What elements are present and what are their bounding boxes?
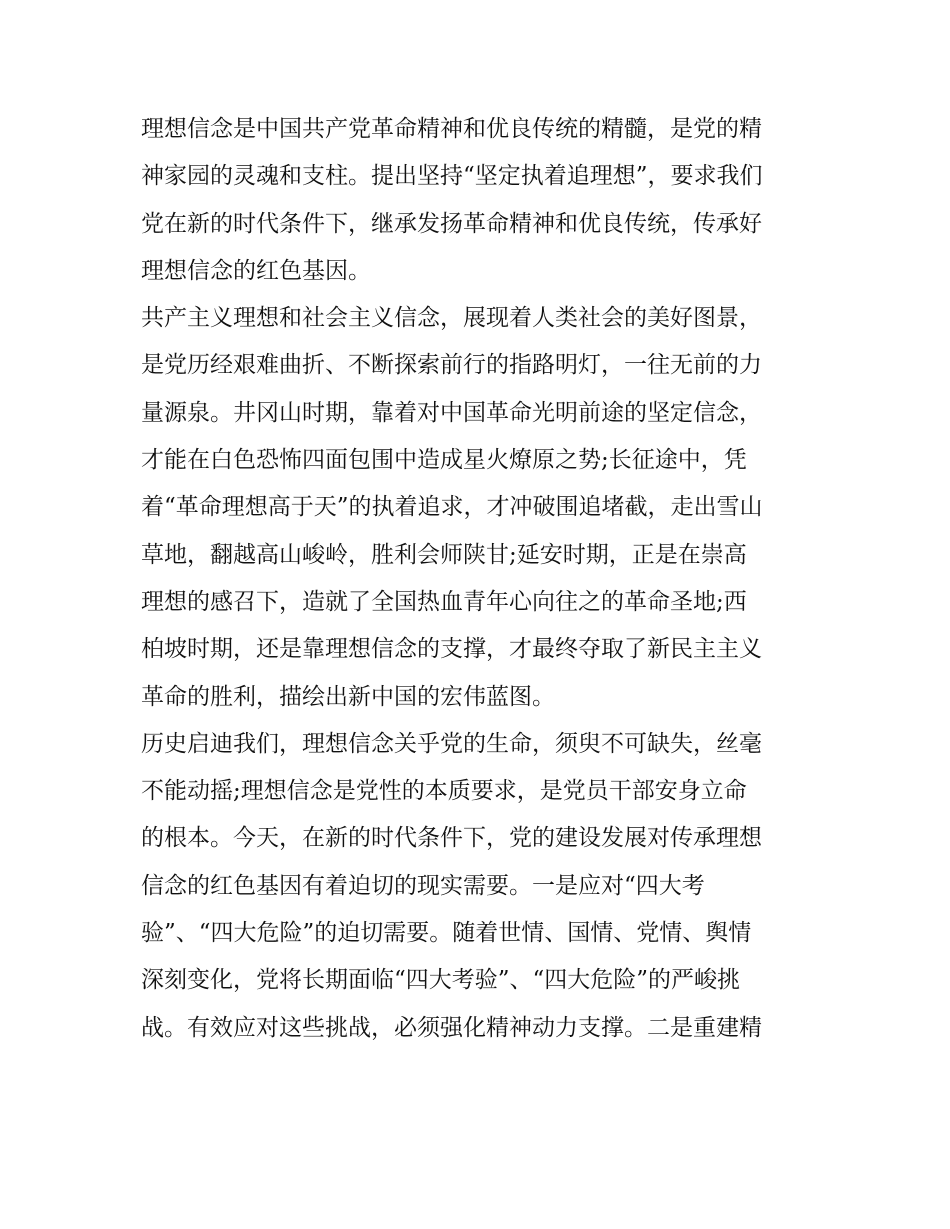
text-line: 战。有效应对这些挑战，必须强化精神动力支撑。二是重建精	[141, 1014, 762, 1041]
text-line: 草地，翻越高山峻岭，胜利会师陕甘;延安时期，正是在崇高	[141, 541, 747, 568]
text-line: 信念的红色基因有着迫切的现实需要。一是应对“四大考	[141, 872, 705, 899]
text-line: 理想信念的红色基因。	[141, 257, 371, 284]
text-line: 神家园的灵魂和支柱。提出坚持“坚定执着追理想”，要求我们	[141, 163, 763, 190]
text-line: 历史启迪我们，理想信念关乎党的生命，须臾不可缺失，丝毫	[141, 730, 762, 757]
text-line: 革命的胜利，描绘出新中国的宏伟蓝图。	[141, 683, 555, 710]
document-body	[141, 106, 821, 1052]
text-line: 理想的感召下，造就了全国热血青年心向往之的革命圣地;西	[141, 588, 747, 615]
text-line: 着“革命理想高于天”的执着追求，才冲破围追堵截，走出雪山	[141, 494, 763, 521]
text-line: 理想信念是中国共产党革命精神和优良传统的精髓，是党的精	[141, 116, 762, 142]
text-line: 的根本。今天，在新的时代条件下，党的建设发展对传承理想	[141, 825, 762, 852]
text-line: 共产主义理想和社会主义信念，展现着人类社会的美好图景，	[141, 305, 762, 332]
text-line: 深刻变化，党将长期面临“四大考验”、“四大危险”的严峻挑	[141, 967, 741, 994]
text-line: 不能动摇;理想信念是党性的本质要求，是党员干部安身立命	[141, 778, 747, 805]
text-line: 党在新的时代条件下，继承发扬革命精神和优良传统，传承好	[141, 210, 762, 237]
text-line: 是党历经艰难曲折、不断探索前行的指路明灯，一往无前的力	[141, 352, 762, 379]
text-line: 才能在白色恐怖四面包围中造成星火燎原之势;长征途中，凭	[141, 447, 747, 474]
text-line: 验”、“四大危险”的迫切需要。随着世情、国情、党情、舆情	[141, 920, 752, 947]
text-line: 柏坡时期，还是靠理想信念的支撑，才最终夺取了新民主主义	[141, 636, 762, 663]
text-line: 量源泉。井冈山时期，靠着对中国革命光明前途的坚定信念，	[141, 399, 762, 426]
